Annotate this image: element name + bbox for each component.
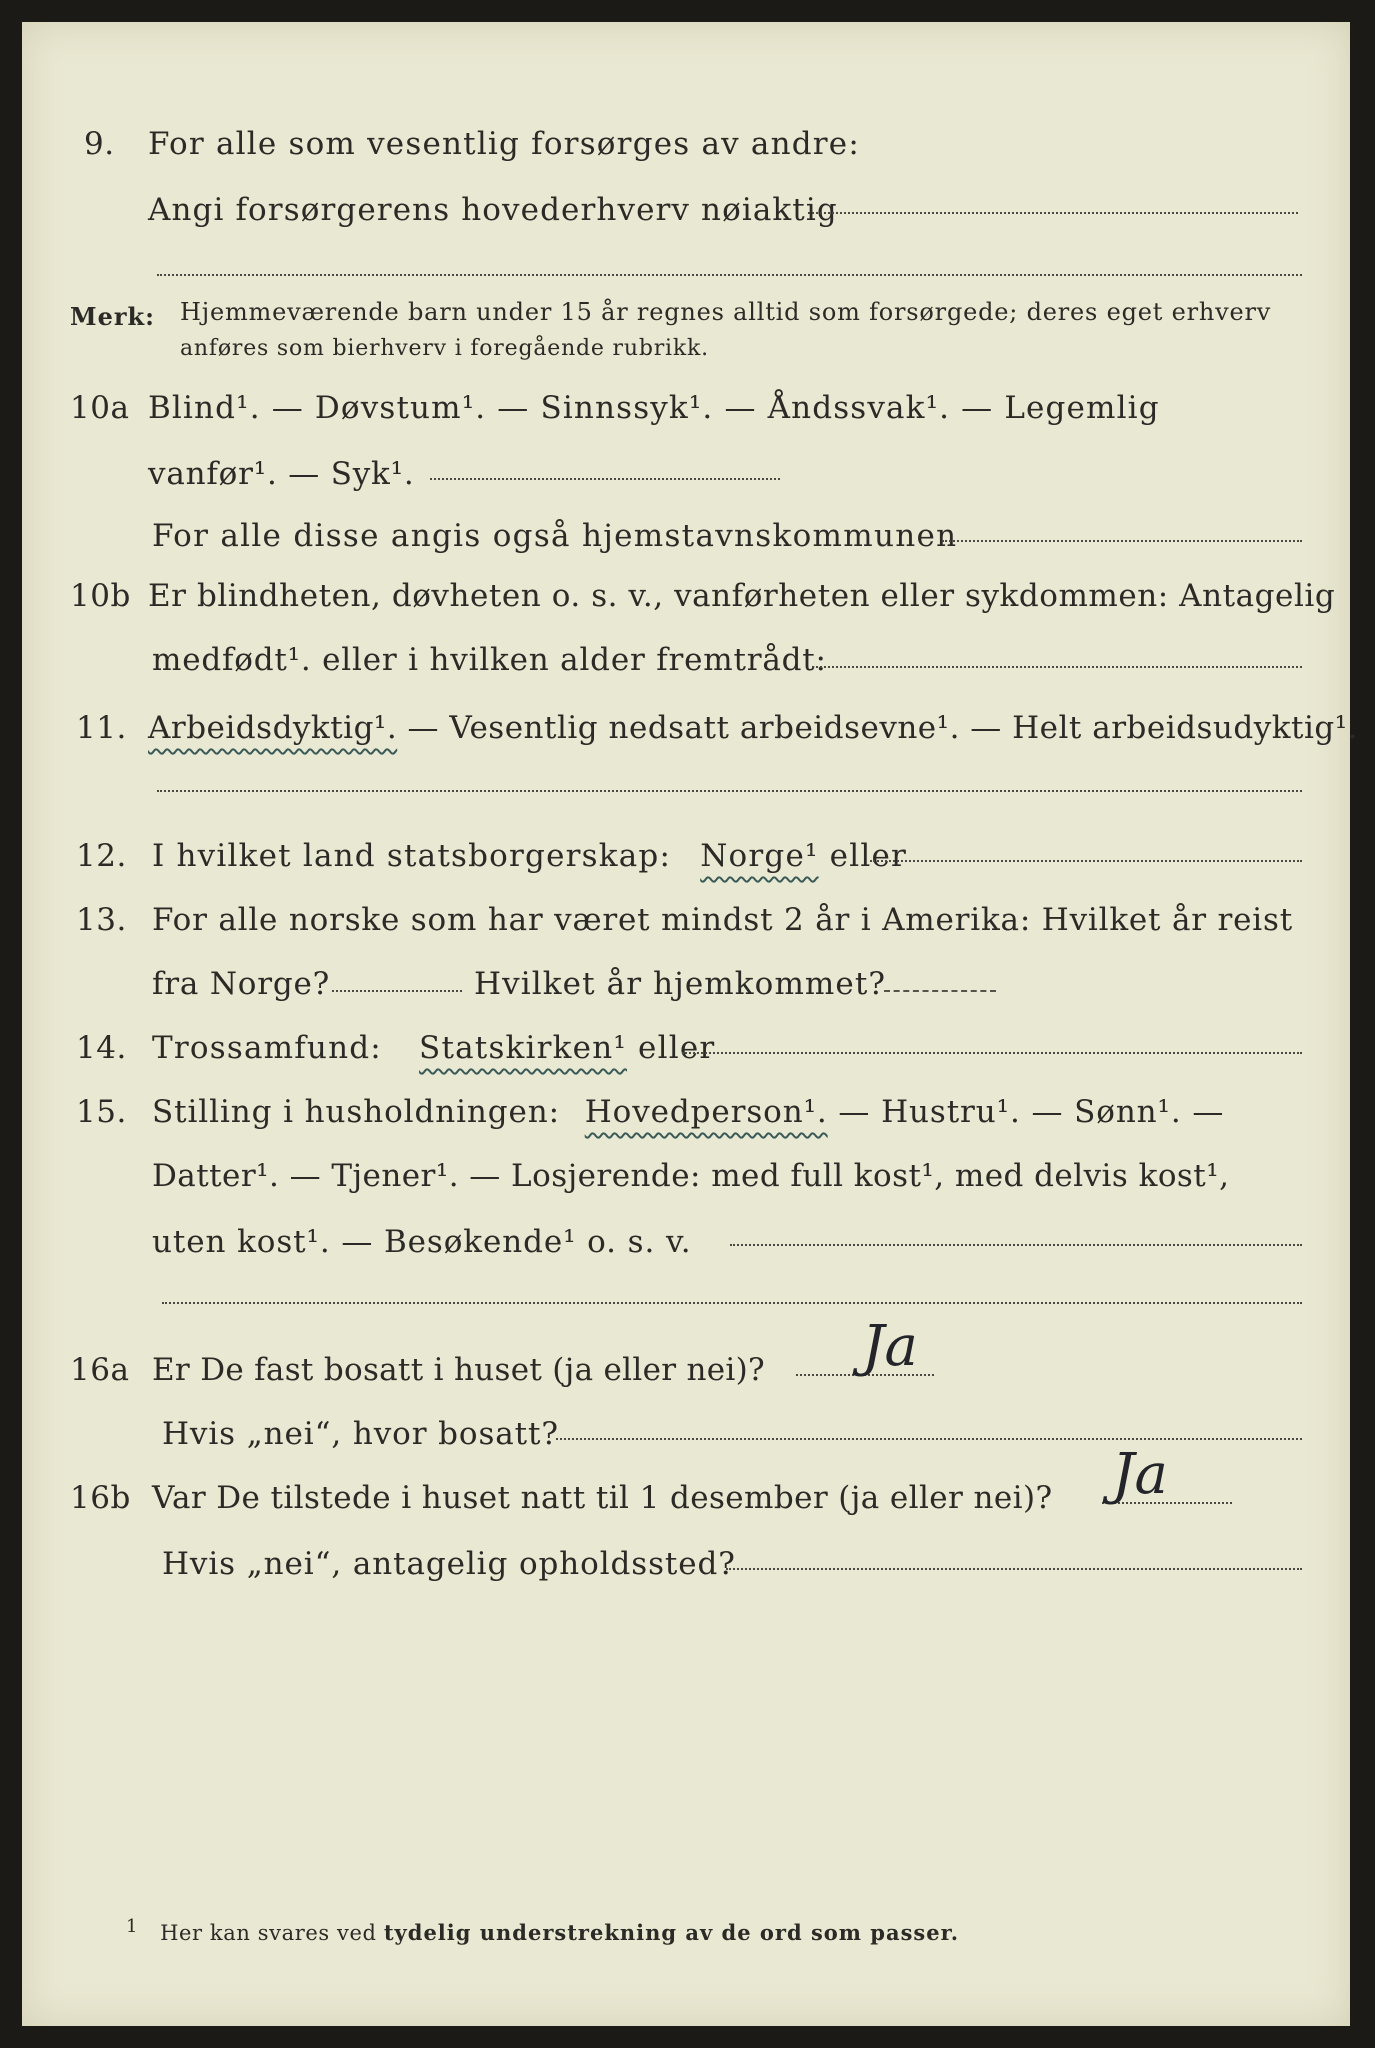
footnote-mark: 1 [126, 1916, 139, 1937]
q11-selected-arbeidsdyktig[interactable]: Arbeidsdyktig¹. [148, 710, 398, 746]
q16a-residence-line[interactable] [556, 1438, 1302, 1440]
q10a-number: 10a [70, 390, 130, 426]
q13-year-left-line[interactable] [332, 990, 462, 992]
q15-answer-line-2[interactable] [162, 1302, 1302, 1304]
q14-line [152, 1030, 715, 1066]
q11-answer-line[interactable] [157, 790, 1302, 792]
q16b-number: 16b [70, 1480, 131, 1516]
q15-line3: uten kost¹. — Besøkende¹ o. s. v. [152, 1224, 692, 1260]
q15-line2: Datter¹. — Tjener¹. — Losjerende: med full kost¹, med delvis kost¹, [152, 1158, 1230, 1194]
q10a-line3: For alle disse angis også hjemstavnskommunen [152, 518, 958, 554]
q16b-location-line[interactable] [726, 1568, 1302, 1570]
q14-number: 14. [76, 1030, 127, 1066]
q13-line2b: Hvilket år hjemkommet? [474, 966, 887, 1002]
q16b-handwritten-answer[interactable]: Ja [1112, 1442, 1168, 1507]
q15-prefix: Stilling i husholdningen: [152, 1094, 560, 1130]
q15-answer-line[interactable] [730, 1244, 1302, 1246]
q10b-answer-line[interactable] [812, 666, 1302, 668]
q13-line1: For alle norske som har været mindst 2 år i Amerika: Hvilket år reist [152, 902, 1293, 938]
q10b-line2: medfødt¹. eller i hvilken alder fremtrådt: [152, 642, 827, 678]
footnote [126, 1916, 960, 1945]
q10a-line1: Blind¹. — Døvstum¹. — Sinnssyk¹. — Åndssvak¹. — Legemlig [148, 390, 1160, 426]
q13-year-returned-line[interactable] [884, 990, 996, 992]
q10b-line1: Er blindheten, døvheten o. s. v., vanførheten eller sykdommen: Antagelig [148, 578, 1336, 614]
q12-prefix: I hvilket land statsborgerskap: [152, 838, 672, 874]
q16b-line2: Hvis „nei“, antagelig opholdssted? [162, 1546, 736, 1582]
q9-answer-line[interactable] [808, 212, 1298, 214]
footnote-bold: tydelig understrekning av de ord som passer. [383, 1920, 960, 1945]
census-form-page [22, 22, 1359, 2026]
q9-line1: For alle som vesentlig forsørges av andre: [148, 126, 860, 162]
q11-number: 11. [76, 710, 127, 746]
q12-suffix: eller [818, 838, 908, 874]
q16a-line1: Er De fast bosatt i huset (ja eller nei)? [152, 1352, 765, 1388]
q15-suffix: — Hustru¹. — Sønn¹. — [827, 1094, 1225, 1130]
q16a-handwritten-answer[interactable]: Ja [862, 1314, 918, 1379]
q12-answer-line[interactable] [870, 860, 1302, 862]
q11-rest: — Vesentlig nedsatt arbeidsevne¹. — Helt arbeidsudyktig¹. [397, 710, 1359, 746]
q15-line1 [152, 1094, 1224, 1130]
q10a-line2: vanfør¹. — Syk¹. [148, 456, 415, 492]
q9-line2: Angi forsørgerens hovederhverv nøiaktig [148, 192, 838, 228]
merk-label: Merk: [70, 302, 155, 331]
q14-answer-line[interactable] [682, 1052, 1302, 1054]
q16b-line1: Var De tilstede i huset natt til 1 desember (ja eller nei)? [152, 1480, 1053, 1516]
q15-number: 15. [76, 1094, 127, 1130]
q15-selected-hovedperson[interactable]: Hovedperson¹. [584, 1094, 828, 1130]
q12-number: 12. [76, 838, 127, 874]
q13-line2a: fra Norge? [152, 966, 331, 1002]
q12-line [152, 838, 907, 874]
q10a-answer-line[interactable] [430, 478, 780, 480]
q12-selected-norge[interactable]: Norge¹ [700, 838, 819, 874]
q14-prefix: Trossamfund: [152, 1030, 382, 1066]
q11-line [148, 710, 1358, 746]
merk-line2: anføres som bierhverv i foregående rubrikk. [180, 336, 709, 361]
q16a-number: 16a [70, 1352, 130, 1388]
q16a-line2: Hvis „nei“, hvor bosatt? [162, 1416, 559, 1452]
q10a-hometown-line[interactable] [942, 540, 1302, 542]
q9-number: 9. [84, 126, 115, 162]
merk-line1: Hjemmeværende barn under 15 år regnes alltid som forsørgede; deres eget erhverv [180, 298, 1272, 326]
q10b-number: 10b [70, 578, 131, 614]
q13-number: 13. [76, 902, 127, 938]
footnote-plain: Her kan svares ved [160, 1921, 377, 1945]
q14-suffix: eller [627, 1030, 716, 1066]
q9-answer-line-2[interactable] [157, 274, 1302, 276]
q14-selected-statskirken[interactable]: Statskirken¹ [419, 1030, 627, 1066]
